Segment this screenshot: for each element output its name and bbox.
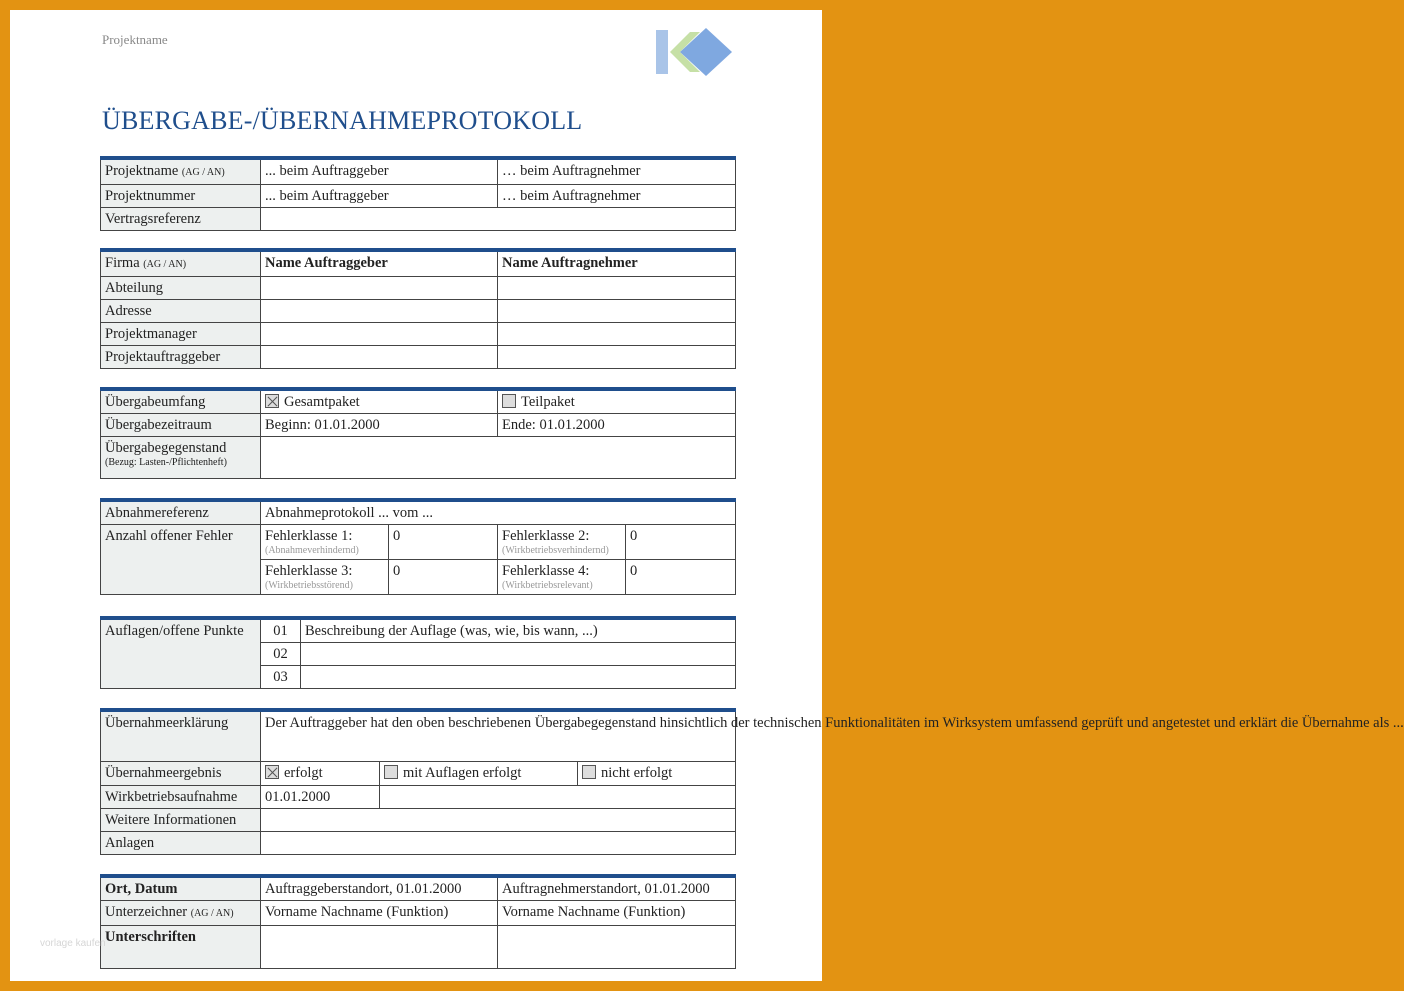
condition-number-3: 03 bbox=[261, 666, 301, 689]
signatory-an[interactable]: Vorname Nachname (Funktion) bbox=[498, 901, 736, 926]
contract-reference-label: Vertragsreferenz bbox=[101, 208, 261, 231]
period-end[interactable]: Ende: 01.01.2000 bbox=[498, 414, 736, 437]
signature-an-field[interactable] bbox=[498, 926, 736, 969]
place-date-an[interactable]: Auftragnehmerstandort, 01.01.2000 bbox=[498, 876, 736, 901]
error-class-2-label: Fehlerklasse 2: (Wirkbetriebsverhindernd) bbox=[498, 525, 626, 560]
watermark: vorlage kaufen bbox=[40, 938, 106, 949]
error-class-1-label: Fehlerklasse 1: (Abnahmeverhindernd) bbox=[261, 525, 389, 560]
address-label: Adresse bbox=[101, 300, 261, 323]
operation-start-notes[interactable] bbox=[380, 785, 736, 808]
result-success-option[interactable]: erfolgt bbox=[261, 761, 380, 785]
project-number-an[interactable]: … beim Auftragnehmer bbox=[498, 185, 736, 208]
error-class-1-value[interactable]: 0 bbox=[389, 525, 498, 560]
checked-checkbox-icon[interactable] bbox=[265, 394, 279, 408]
acceptance-reference-label: Abnahmereferenz bbox=[101, 500, 261, 525]
header-project-name: Projektname bbox=[102, 32, 168, 47]
acceptance-table bbox=[100, 498, 736, 595]
open-errors-label: Anzahl offener Fehler bbox=[101, 525, 261, 595]
acceptance-reference-value[interactable]: Abnahmeprotokoll ... vom ... bbox=[261, 500, 736, 525]
project-manager-an-field[interactable] bbox=[498, 323, 736, 346]
project-sponsor-label: Projektauftraggeber bbox=[101, 346, 261, 369]
document-title: ÜBERGABE-/ÜBERNAHMEPROTOKOLL bbox=[102, 106, 583, 135]
period-start[interactable]: Beginn: 01.01.2000 bbox=[261, 414, 498, 437]
project-number-ag[interactable]: ... beim Auftraggeber bbox=[261, 185, 498, 208]
conditions-label: Auflagen/offene Punkte bbox=[101, 618, 261, 689]
takeover-result-label: Übernahmeergebnis bbox=[101, 761, 261, 785]
takeover-table bbox=[100, 708, 1404, 855]
project-name-ag[interactable]: ... beim Auftraggeber bbox=[261, 158, 498, 185]
full-package-option[interactable]: Gesamtpaket bbox=[261, 389, 498, 414]
contract-reference-field[interactable] bbox=[261, 208, 736, 231]
handover-object-field[interactable] bbox=[261, 437, 736, 479]
error-class-4-label: Fehlerklasse 4: (Wirkbetriebsrelevant) bbox=[498, 560, 626, 595]
condition-description-1[interactable]: Beschreibung der Auflage (was, wie, bis wann, ...) bbox=[301, 618, 736, 643]
project-table bbox=[100, 156, 736, 231]
signature-ag-field[interactable] bbox=[261, 926, 498, 969]
project-sponsor-ag-field[interactable] bbox=[261, 346, 498, 369]
department-label: Abteilung bbox=[101, 277, 261, 300]
address-ag-field[interactable] bbox=[261, 300, 498, 323]
handover-object-label: Übergabegegenstand (Bezug: Lasten-/Pflichtenheft) bbox=[101, 437, 261, 479]
result-failed-option[interactable]: nicht erfolgt bbox=[578, 761, 736, 785]
project-manager-ag-field[interactable] bbox=[261, 323, 498, 346]
attachments-field[interactable] bbox=[261, 831, 736, 854]
project-sponsor-an-field[interactable] bbox=[498, 346, 736, 369]
further-info-label: Weitere Informationen bbox=[101, 808, 261, 831]
period-label: Übergabezeitraum bbox=[101, 414, 261, 437]
operation-start-label: Wirkbetriebsaufnahme bbox=[101, 785, 261, 808]
project-name-an[interactable]: … beim Auftragnehmer bbox=[498, 158, 736, 185]
department-an-field[interactable] bbox=[498, 277, 736, 300]
an-name-header: Name Auftragnehmer bbox=[498, 250, 736, 277]
ag-name-header: Name Auftraggeber bbox=[261, 250, 498, 277]
takeover-declaration-label: Übernahmeerklärung bbox=[101, 710, 261, 761]
operation-start-date[interactable]: 01.01.2000 bbox=[261, 785, 380, 808]
k-logo-icon bbox=[654, 26, 734, 78]
project-manager-label: Projektmanager bbox=[101, 323, 261, 346]
checkbox-icon[interactable] bbox=[582, 765, 596, 779]
checked-checkbox-icon[interactable] bbox=[265, 765, 279, 779]
takeover-declaration-text: Der Auftraggeber hat den oben beschriebenen Übergabegegenstand hinsichtlich der technischen Funktionalitäten im Wirksystem umfassend geprüft und angetestet und erklärt die Übernahme als ... bbox=[261, 710, 736, 761]
address-an-field[interactable] bbox=[498, 300, 736, 323]
place-date-ag[interactable]: Auftraggeberstandort, 01.01.2000 bbox=[261, 876, 498, 901]
signatures-table bbox=[100, 874, 736, 969]
condition-number-1: 01 bbox=[261, 618, 301, 643]
error-class-3-value[interactable]: 0 bbox=[389, 560, 498, 595]
error-class-3-label: Fehlerklasse 3: (Wirkbetriebsstörend) bbox=[261, 560, 389, 595]
company-table bbox=[100, 248, 736, 369]
further-info-field[interactable] bbox=[261, 808, 736, 831]
condition-description-3[interactable] bbox=[301, 666, 736, 689]
signatures-label: Unterschriften bbox=[101, 926, 261, 969]
partial-package-option[interactable]: Teilpaket bbox=[498, 389, 736, 414]
scope-label: Übergabeumfang bbox=[101, 389, 261, 414]
project-number-label: Projektnummer bbox=[101, 185, 261, 208]
document-page bbox=[10, 10, 1404, 981]
error-class-2-value[interactable]: 0 bbox=[626, 525, 736, 560]
firma-label: Firma (AG / AN) bbox=[101, 250, 261, 277]
condition-description-2[interactable] bbox=[301, 643, 736, 666]
project-name-label: Projektname (AG / AN) bbox=[101, 158, 261, 185]
condition-number-2: 02 bbox=[261, 643, 301, 666]
department-ag-field[interactable] bbox=[261, 277, 498, 300]
place-date-label: Ort, Datum bbox=[101, 876, 261, 901]
error-class-4-value[interactable]: 0 bbox=[626, 560, 736, 595]
attachments-label: Anlagen bbox=[101, 831, 261, 854]
checkbox-icon[interactable] bbox=[384, 765, 398, 779]
scope-table bbox=[100, 387, 736, 479]
conditions-table bbox=[100, 616, 736, 689]
result-with-conditions-option[interactable]: mit Auflagen erfolgt bbox=[380, 761, 578, 785]
checkbox-icon[interactable] bbox=[502, 394, 516, 408]
signatory-ag[interactable]: Vorname Nachname (Funktion) bbox=[261, 901, 498, 926]
signatory-label: Unterzeichner (AG / AN) bbox=[101, 901, 261, 926]
